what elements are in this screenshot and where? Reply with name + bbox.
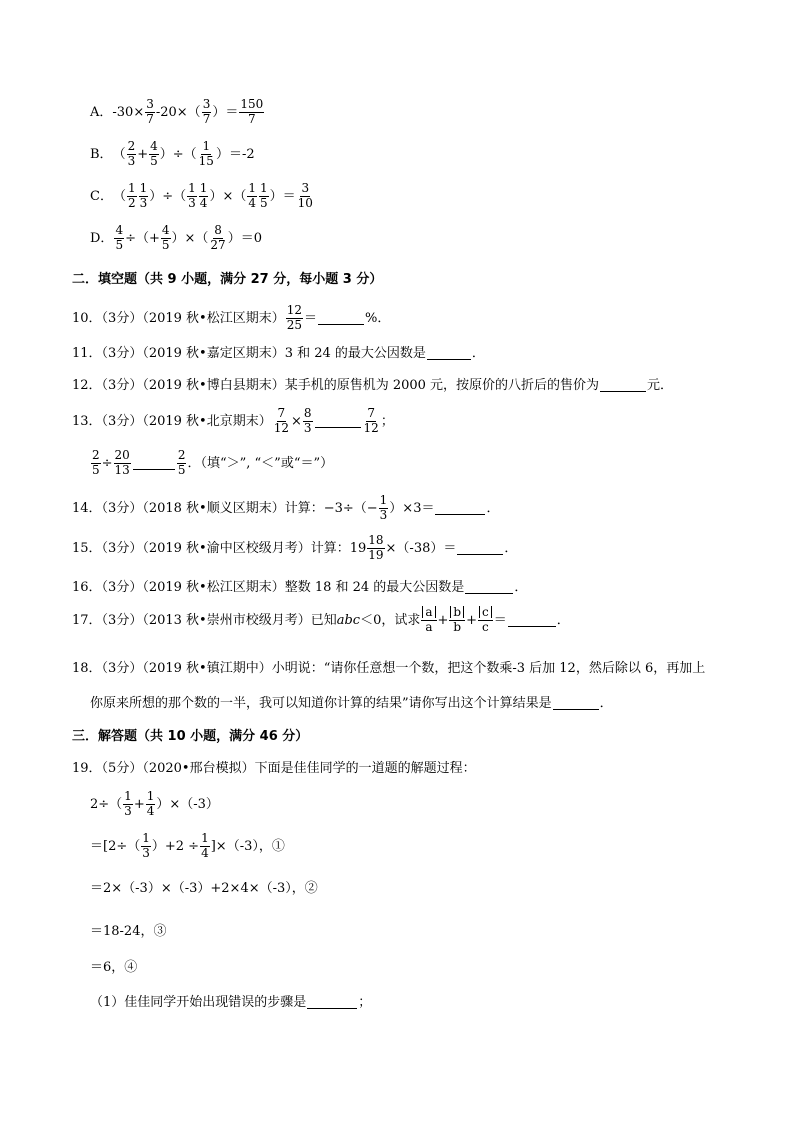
fraction: $\frac{3}{10}$ bbox=[297, 181, 313, 210]
fraction: $\frac{1}{4}$ bbox=[146, 789, 155, 818]
answer-blank[interactable] bbox=[508, 614, 556, 627]
question-17: 17．（3分）（2013 秋•崇州市校级月考）已知 abc ＜0，试求 $\frac{a}{a}$ + $\frac{b}{b}$ + $\frac{c}{c}$ ＝ ． bbox=[72, 605, 570, 634]
fraction: $\frac{1}{3}$ bbox=[124, 789, 132, 818]
answer-blank[interactable] bbox=[307, 996, 357, 1009]
section-heading-solve: 三．解答题（共 10 小题，满分 46 分） bbox=[72, 729, 309, 744]
fraction: $\frac{7}{12}$ bbox=[273, 406, 289, 435]
fraction: $\frac{1}{4}$ bbox=[199, 181, 208, 210]
fraction: $\frac{18}{19}$ bbox=[368, 533, 384, 562]
solution-step-4: ＝6，④ bbox=[90, 960, 138, 975]
fraction: $\frac{1}{15}$ bbox=[198, 139, 214, 168]
question-13: 13．（3分）（2019 秋•北京期末） $\frac{7}{12}$ × $\frac{8}{3}$ $\frac{7}{12}$ ； bbox=[72, 406, 394, 435]
fraction: $\frac{20}{13}$ bbox=[114, 448, 130, 477]
section-heading-fill: 二．填空题（共 9 小题，满分 27 分，每小题 3 分） bbox=[72, 272, 383, 287]
fraction: $\frac{1}{2}$ bbox=[127, 181, 136, 210]
fraction: $\frac{4}{5}$ bbox=[150, 139, 158, 168]
option-a: A． -30× $\frac{3}{7}$ -20×（ $\frac{3}{7}$ ）＝ $\frac{150}{7}$ bbox=[90, 97, 264, 126]
question-19-part-1: （1）佳佳同学开始出现错误的步骤是 ； bbox=[90, 995, 372, 1010]
fraction: $\frac{3}{7}$ bbox=[202, 97, 211, 126]
answer-blank[interactable] bbox=[427, 347, 471, 360]
fraction: $\frac{1}{3}$ bbox=[379, 493, 388, 522]
fraction: $\frac{3}{7}$ bbox=[146, 97, 154, 126]
question-19: 19．（5分）（2020•邢台模拟）下面是佳佳同学的一道题的解题过程： bbox=[72, 761, 476, 776]
answer-blank[interactable] bbox=[133, 457, 175, 470]
fraction: $\frac{b}{b}$ bbox=[449, 606, 465, 635]
fraction: $\frac{a}{a}$ bbox=[421, 606, 436, 635]
fraction: $\frac{12}{25}$ bbox=[286, 303, 302, 332]
answer-blank[interactable] bbox=[465, 581, 513, 594]
option-c: C． （ $\frac{1}{2}$ $\frac{1}{3}$ ）÷（ $\frac{1}{3}$ $\frac{1}{4}$ ）×（ $\frac{1}{4}$ $\frac{1}{5}$ ）＝ $\frac{3}{10}$ bbox=[90, 181, 313, 210]
question-14: 14．（3分）（2018 秋•顺义区期末）计算：−3÷（− $\frac{1}{3}$ ）×3＝ ． bbox=[72, 493, 500, 522]
answer-blank[interactable] bbox=[457, 542, 503, 555]
question-13-part-2: $\frac{2}{5}$ ÷ $\frac{20}{13}$ $\frac{2}{5}$ ．（填“＞”, “＜”或“＝”） bbox=[92, 448, 334, 477]
fraction: $\frac{4}{5}$ bbox=[115, 223, 124, 252]
question-16: 16．（3分）（2019 秋•松江区期末）整数 18 和 24 的最大公因数是 ． bbox=[72, 580, 528, 595]
answer-blank[interactable] bbox=[318, 312, 364, 325]
solution-step-2: ＝2×（-3）×（-3）+2×4×（-3），② bbox=[90, 881, 318, 896]
solution-step-0: 2÷（ $\frac{1}{3}$ + $\frac{1}{4}$ ）×（-3） bbox=[90, 789, 219, 818]
fraction: $\frac{2}{5}$ bbox=[92, 448, 100, 477]
question-15: 15．（3分）（2019 秋•渝中区校级月考）计算：19 $\frac{18}{19}$ ×（-38）＝ ． bbox=[72, 533, 518, 562]
question-10: 10．（3分）（2019 秋•松江区期末） $\frac{12}{25}$ ＝ %． bbox=[72, 303, 391, 332]
answer-blank[interactable] bbox=[600, 379, 646, 392]
answer-blank[interactable] bbox=[315, 415, 361, 428]
option-d: D． $\frac{4}{5}$ ÷（+ $\frac{4}{5}$ ）×（ $\frac{8}{27}$ ）＝0 bbox=[90, 223, 262, 252]
answer-blank[interactable] bbox=[553, 697, 599, 710]
fraction: $\frac{7}{12}$ bbox=[363, 406, 379, 435]
question-18: 18．（3分）（2019 秋•镇江期中）小明说：“请你任意想一个数，把这个数乘-3 后加 12，然后除以 6，再加上 bbox=[72, 661, 706, 676]
fraction: $\frac{8}{27}$ bbox=[210, 223, 226, 252]
fraction: $\frac{1}{5}$ bbox=[259, 181, 268, 210]
fraction: $\frac{1}{3}$ bbox=[188, 181, 196, 210]
fraction: $\frac{c}{c}$ bbox=[478, 606, 493, 635]
fraction: $\frac{1}{3}$ bbox=[139, 181, 148, 210]
fraction: $\frac{4}{5}$ bbox=[161, 223, 170, 252]
solution-step-1: ＝[2÷（ $\frac{1}{3}$ ）+2 ÷ $\frac{1}{4}$ ]×（-3），① bbox=[90, 831, 285, 860]
fraction: $\frac{1}{4}$ bbox=[248, 181, 256, 210]
fraction: $\frac{150}{7}$ bbox=[240, 97, 264, 126]
option-b: B． （ $\frac{2}{3}$ + $\frac{4}{5}$ ）÷（ $\frac{1}{15}$ ）＝-2 bbox=[90, 139, 255, 168]
answer-blank[interactable] bbox=[435, 502, 485, 515]
question-12: 12．（3分）（2019 秋•博白县期末）某手机的原售机为 2000 元，按原价的八折后的售价为 元． bbox=[72, 378, 674, 393]
fraction: $\frac{8}{3}$ bbox=[303, 406, 312, 435]
fraction: $\frac{1}{3}$ bbox=[142, 831, 150, 860]
solution-step-3: ＝18-24，③ bbox=[90, 924, 167, 939]
fraction: $\frac{1}{4}$ bbox=[201, 831, 209, 860]
fraction: $\frac{2}{5}$ bbox=[177, 448, 186, 477]
question-11: 11．（3分）（2019 秋•嘉定区期末）3 和 24 的最大公因数是 ． bbox=[72, 346, 485, 361]
fraction: $\frac{2}{3}$ bbox=[127, 139, 136, 168]
question-18-line-2: 你原来所想的那个数的一半，我可以知道你计算的结果”请你写出这个计算结果是 ． bbox=[90, 696, 613, 711]
